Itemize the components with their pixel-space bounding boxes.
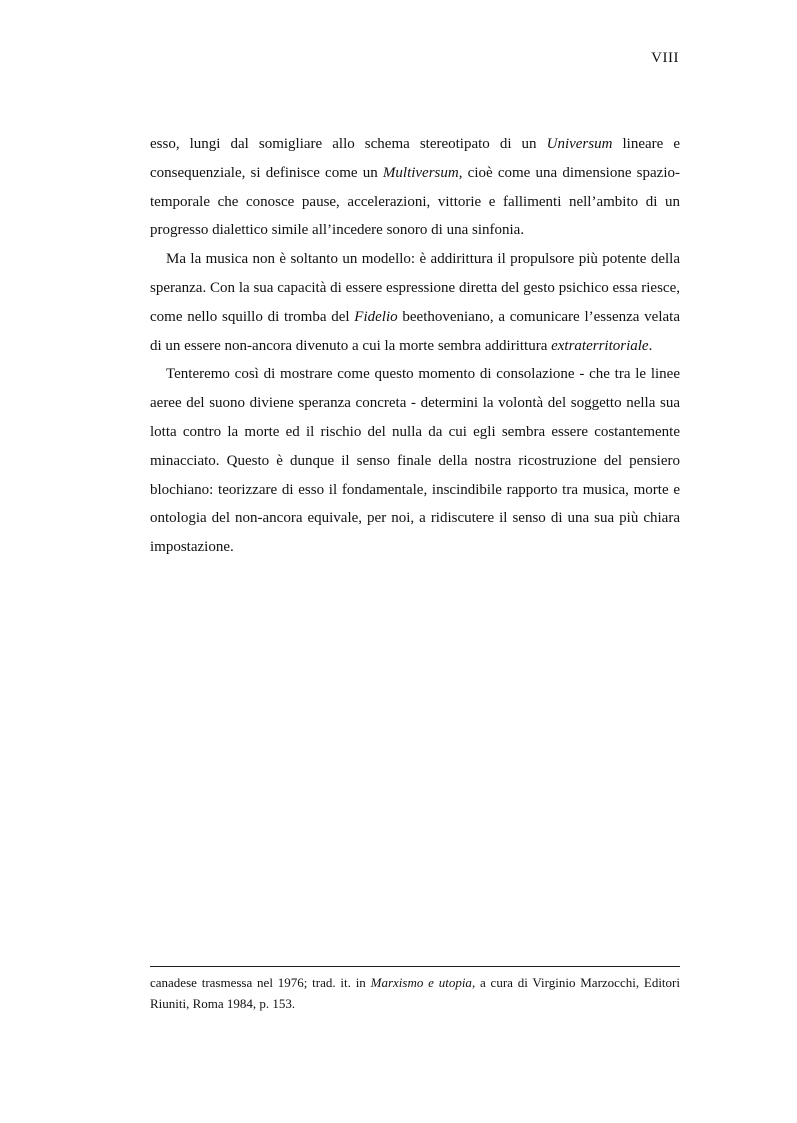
- footnote-segment: , a cura di Virginio Marzocchi, Editori Riuniti, Roma 1984, p. 153.: [150, 975, 680, 1011]
- paragraph-italic-text: Universum: [546, 136, 613, 152]
- footnote-segment: canadese trasmessa nel 1976; trad. it. in: [150, 975, 371, 990]
- page-number: VIII: [651, 50, 679, 66]
- paragraph-2: [150, 245, 680, 360]
- paragraph-italic-text: extraterritoriale: [551, 337, 649, 354]
- footnote-text: [150, 972, 680, 1014]
- paragraph-italic-text: Multiversum: [382, 164, 459, 181]
- paragraph-3: [150, 360, 680, 562]
- paragraph-italic-text: Fidelio: [354, 308, 398, 325]
- paragraph-text: esso, lungi dal somigliare allo schema stereotipato di un: [150, 136, 547, 152]
- footnote-italic-segment: Marxismo e utopia: [370, 975, 472, 990]
- paragraph-text: Ma la musica non è soltanto un modello: è addirittura il propulsore più potente della speranza. Con la sua capacità di essere espressione diretta del gesto psichico essa riesce, come nello squillo di tromba del: [150, 251, 680, 325]
- footnote: [150, 972, 680, 1014]
- paragraph-1: [150, 130, 680, 245]
- main-text: [150, 130, 680, 562]
- footnote-separator: [150, 966, 680, 967]
- paragraph-text: , cioè come una dimensione spazio-temporale che conosce pause, accelerazioni, vittorie e fallimenti nell’ambito di un progresso dialettico simile all’incedere sonoro di una sinfonia.: [150, 164, 680, 239]
- paragraph-text: Tenteremo così di mostrare come questo momento di consolazione - che tra le linee aeree del suono diviene speranza concreta - determini la volontà del soggetto nella sua lotta contro la morte ed il rischio del nulla da cui egli sembra essere costantemente minacciato. Questo è dunque il senso finale della nostra ricostruzione del pensiero blochiano: teorizzare di esso il fondamentale, inscindibile rapporto tra musica, morte e ontologia del non-ancora equivale, per noi, a ridiscutere il senso di una sua più chiara impostazione.: [150, 366, 680, 556]
- paragraph-text: beethoveniano, a comunicare l’essenza velata di un essere non-ancora divenuto a cui la morte sembra addirittura: [150, 308, 680, 354]
- paragraph-text: lineare e consequenziale, si definisce come un: [150, 136, 680, 181]
- paragraph-text: .: [648, 337, 653, 354]
